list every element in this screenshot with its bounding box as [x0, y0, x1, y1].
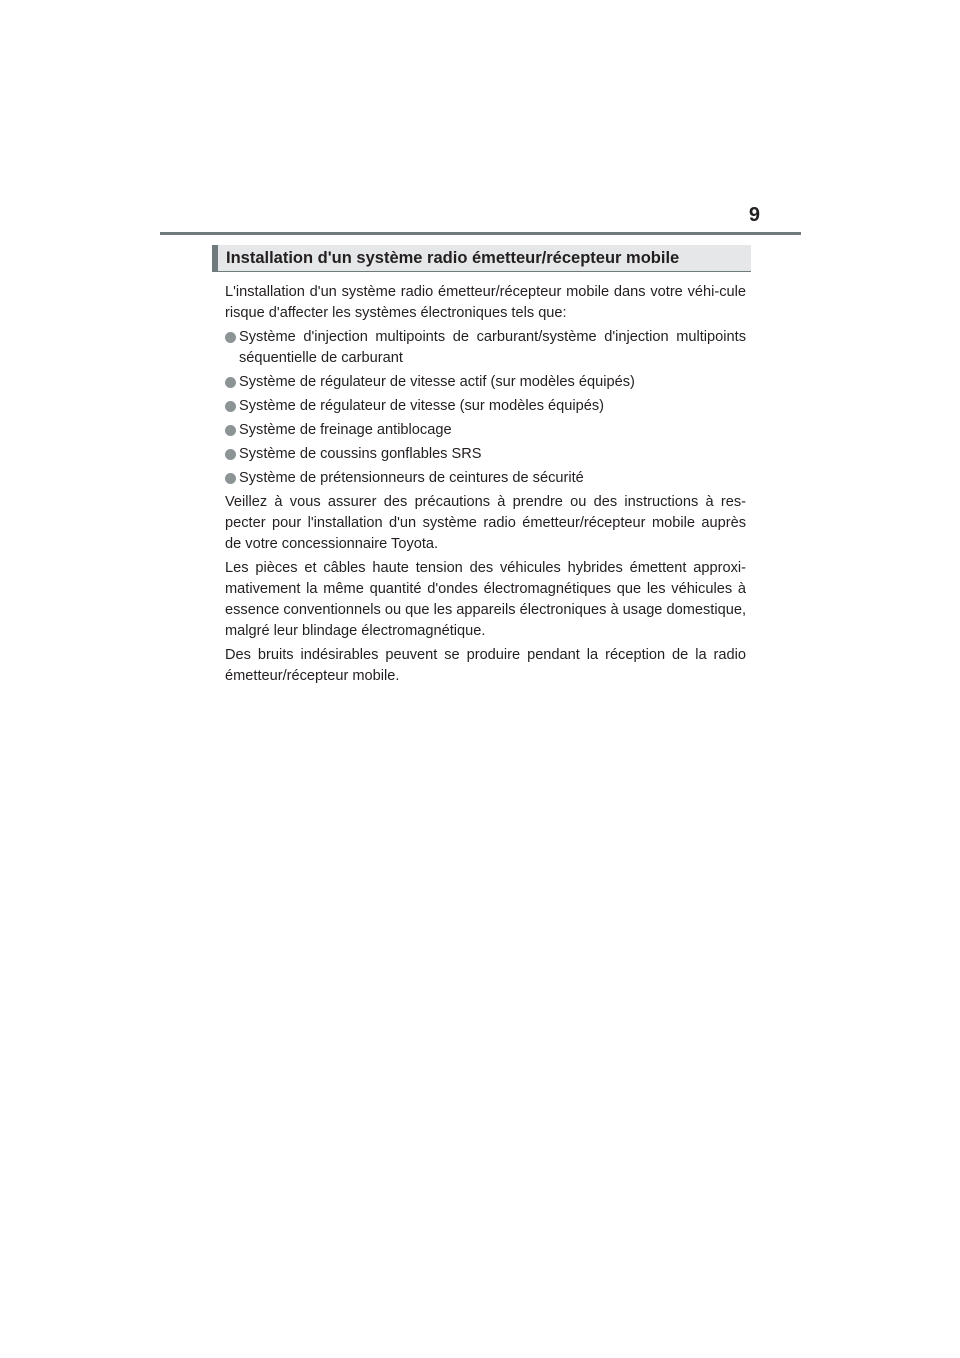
bullet-icon — [225, 473, 236, 484]
bullet-icon — [225, 377, 236, 388]
list-item-text: Système d'injection multipoints de carburant/système d'injection multipoints séquentielle de carburant — [239, 329, 746, 366]
list-item-text: Système de régulateur de vitesse actif (sur modèles équipés) — [239, 374, 635, 390]
list-item-text: Système de prétensionneurs de ceintures de sécurité — [239, 470, 584, 486]
section-body — [225, 282, 746, 690]
list-item — [225, 372, 746, 393]
bullet-icon — [225, 449, 236, 460]
list-item-text: Système de coussins gonflables SRS — [239, 446, 482, 462]
list-item-text: Système de freinage antiblocage — [239, 422, 452, 438]
section-header — [212, 245, 751, 272]
bullet-icon — [225, 332, 236, 343]
list-item-text: Système de régulateur de vitesse (sur modèles équipés) — [239, 398, 605, 414]
intro-paragraph: L'installation d'un système radio émetteur/récepteur mobile dans votre véhi-cule risque d'affecter les systèmes électroniques tels que: — [225, 284, 746, 321]
affected-systems-list — [225, 327, 746, 489]
bullet-icon — [225, 425, 236, 436]
list-item — [225, 444, 746, 465]
section-title: Installation d'un système radio émetteur/récepteur mobile — [226, 249, 680, 267]
bullet-icon — [225, 401, 236, 412]
hybrid-emissions-paragraph: Les pièces et câbles haute tension des véhicules hybrides émettent approxi-mativement la même quantité d'ondes électromagnétiques que les véhicules à essence conventionnels ou que les appareils électroniques à usage domestique, malgré leur blindage électromagnétique. — [225, 560, 746, 639]
list-item — [225, 468, 746, 489]
page-number: 9 — [748, 204, 760, 226]
radio-noise-paragraph: Des bruits indésirables peuvent se produire pendant la réception de la radio émetteur/récepteur mobile. — [225, 647, 746, 684]
list-item — [225, 396, 746, 417]
list-item — [225, 420, 746, 441]
top-rule-divider — [160, 232, 801, 235]
dealer-advice-paragraph: Veillez à vous assurer des précautions à prendre ou des instructions à res-pecter pour l'installation d'un système radio émetteur/récepteur mobile auprès de votre concessionnaire Toyota. — [225, 494, 746, 552]
list-item — [225, 327, 746, 369]
